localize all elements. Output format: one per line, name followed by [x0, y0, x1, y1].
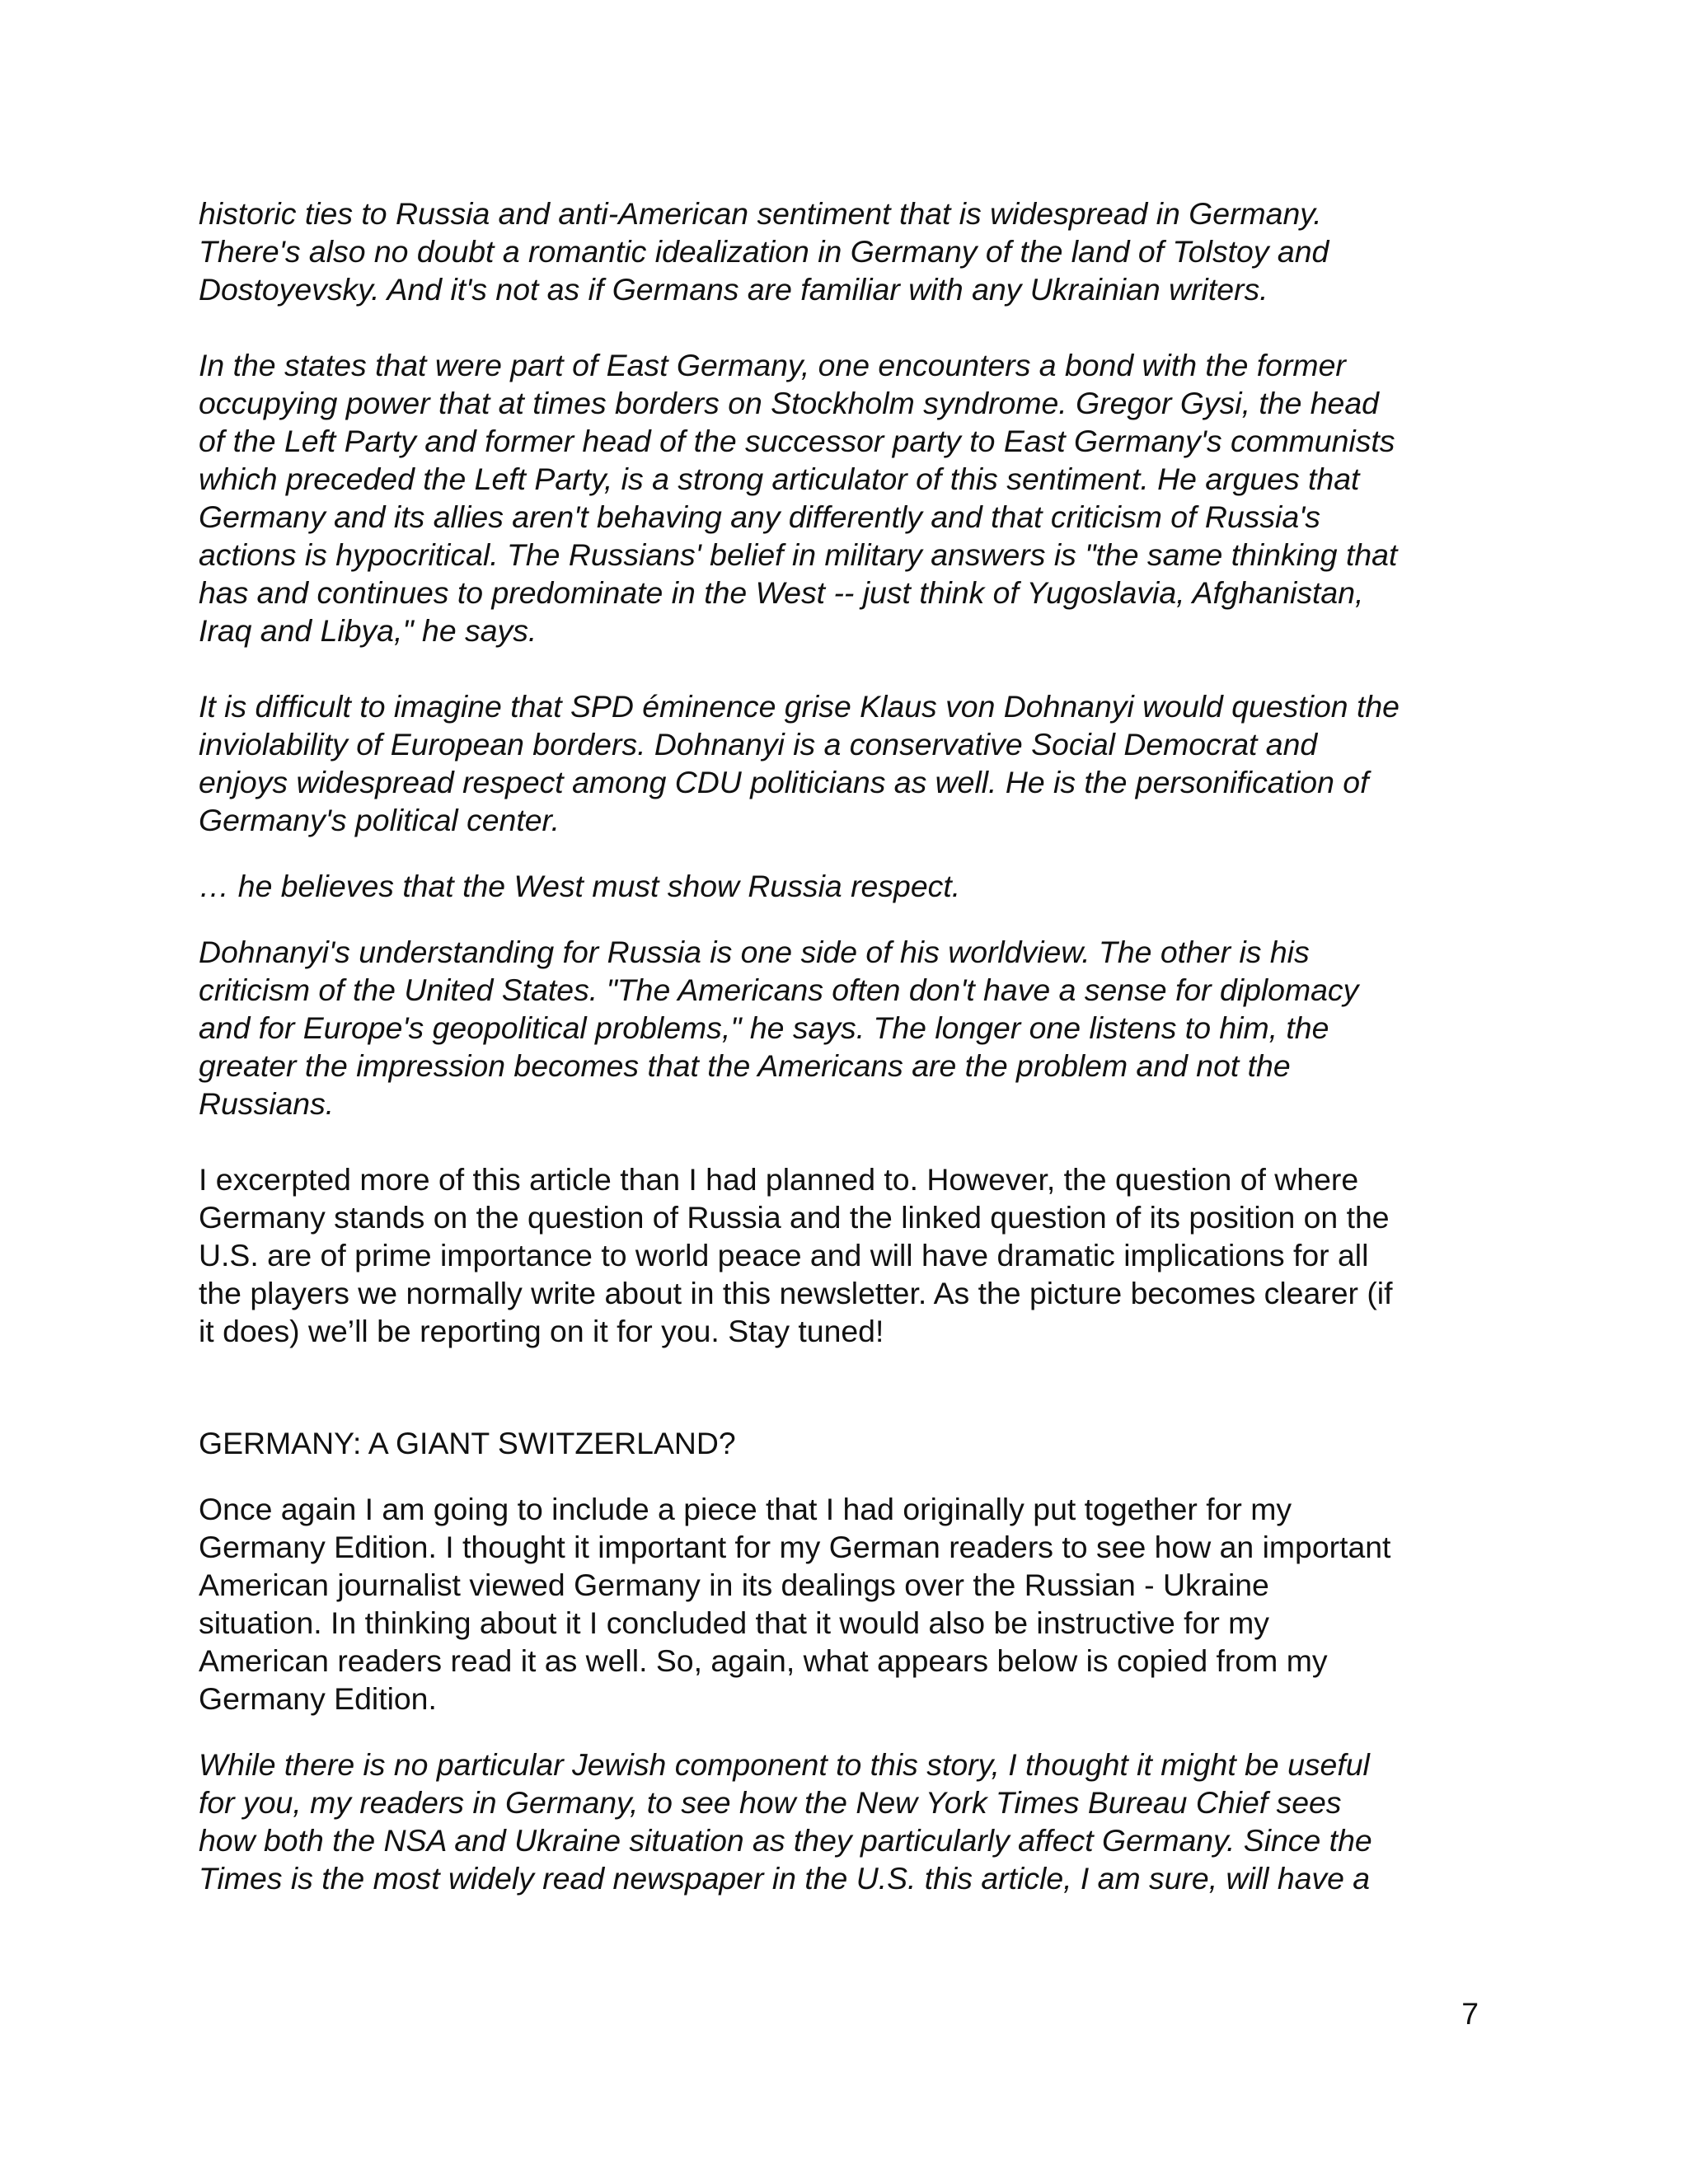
text-line: for you, my readers in Germany, to see how the New York Times Bureau Chief sees [199, 1785, 1342, 1820]
text-line: While there is no particular Jewish component to this story, I thought it might be useful [199, 1747, 1370, 1782]
text-line: Dostoyevsky. And it's not as if Germans are familiar with any Ukrainian writers. [199, 272, 1268, 307]
text-line: situation. In thinking about it I concluded that it would also be instructive for my [199, 1605, 1269, 1640]
text-line: occupying power that at times borders on Stockholm syndrome. Gregor Gysi, the head [199, 386, 1379, 420]
page-body [199, 194, 1501, 1897]
text-line: American journalist viewed Germany in its dealings over the Russian - Ukraine [199, 1568, 1269, 1602]
commentary-paragraph-1 [199, 1160, 1501, 1350]
text-line: Dohnanyi's understanding for Russia is one side of his worldview. The other is his [199, 935, 1310, 969]
text-line: criticism of the United States. "The Americans often don't have a sense for diplomacy [199, 972, 1359, 1007]
text-line: Once again I am going to include a piece that I had originally put together for my [199, 1492, 1292, 1526]
text-line: has and continues to predominate in the West -- just think of Yugoslavia, Afghanistan, [199, 575, 1364, 610]
quote-paragraph-1 [199, 194, 1501, 308]
text-line: It is difficult to imagine that SPD éminence grise Klaus von Dohnanyi would question the [199, 689, 1400, 724]
quote-paragraph-6 [199, 1746, 1501, 1897]
text-line: Germany's political center. [199, 803, 560, 837]
text-line: enjoys widespread respect among CDU politicians as well. He is the personification of [199, 765, 1369, 799]
text-line: of the Left Party and former head of the successor party to East Germany's communists [199, 424, 1395, 458]
text-line: which preceded the Left Party, is a strong articulator of this sentiment. He argues that [199, 462, 1360, 496]
section-heading [199, 1424, 1501, 1462]
heading-text: GERMANY: A GIANT SWITZERLAND? [199, 1426, 736, 1460]
text-line: greater the impression becomes that the Americans are the problem and not the [199, 1048, 1291, 1083]
text-line: historic ties to Russia and anti-American sentiment that is widespread in Germany. [199, 196, 1322, 231]
quote-paragraph-3 [199, 687, 1501, 839]
text-line: Times is the most widely read newspaper in the U.S. this article, I am sure, will have a [199, 1861, 1371, 1896]
text-line: and for Europe's geopolitical problems," he says. The longer one listens to him, the [199, 1010, 1329, 1045]
text-line: Germany Edition. [199, 1681, 437, 1716]
text-line: Germany stands on the question of Russia and the linked question of its position on the [199, 1200, 1390, 1235]
text-line: the players we normally write about in this newsletter. As the picture becomes clearer (if [199, 1276, 1393, 1310]
text-line: American readers read it as well. So, again, what appears below is copied from my [199, 1643, 1328, 1678]
text-line: inviolability of European borders. Dohnanyi is a conservative Social Democrat and [199, 727, 1318, 762]
quote-paragraph-2 [199, 346, 1501, 649]
quote-paragraph-5 [199, 933, 1501, 1122]
text-line: Iraq and Libya," he says. [199, 613, 537, 648]
text-line: it does) we’ll be reporting on it for you. Stay tuned! [199, 1314, 884, 1348]
quote-paragraph-4 [199, 867, 1501, 905]
commentary-paragraph-2 [199, 1490, 1501, 1718]
text-line: There's also no doubt a romantic idealization in Germany of the land of Tolstoy and [199, 234, 1329, 269]
text-line: … he believes that the West must show Russia respect. [199, 869, 961, 903]
text-line: Russians. [199, 1086, 335, 1121]
text-line: how both the NSA and Ukraine situation as they particularly affect Germany. Since the [199, 1823, 1372, 1858]
text-line: Germany and its allies aren't behaving any differently and that criticism of Russia's [199, 499, 1320, 534]
text-line: actions is hypocritical. The Russians' belief in military answers is "the same thinking that [199, 537, 1398, 572]
text-line: U.S. are of prime importance to world peace and will have dramatic implications for all [199, 1238, 1369, 1272]
text-line: In the states that were part of East Germany, one encounters a bond with the former [199, 348, 1346, 382]
text-line: Germany Edition. I thought it important for my German readers to see how an important [199, 1530, 1391, 1564]
page-number: 7 [1461, 1996, 1479, 2031]
text-line: I excerpted more of this article than I had planned to. However, the question of where [199, 1162, 1359, 1197]
